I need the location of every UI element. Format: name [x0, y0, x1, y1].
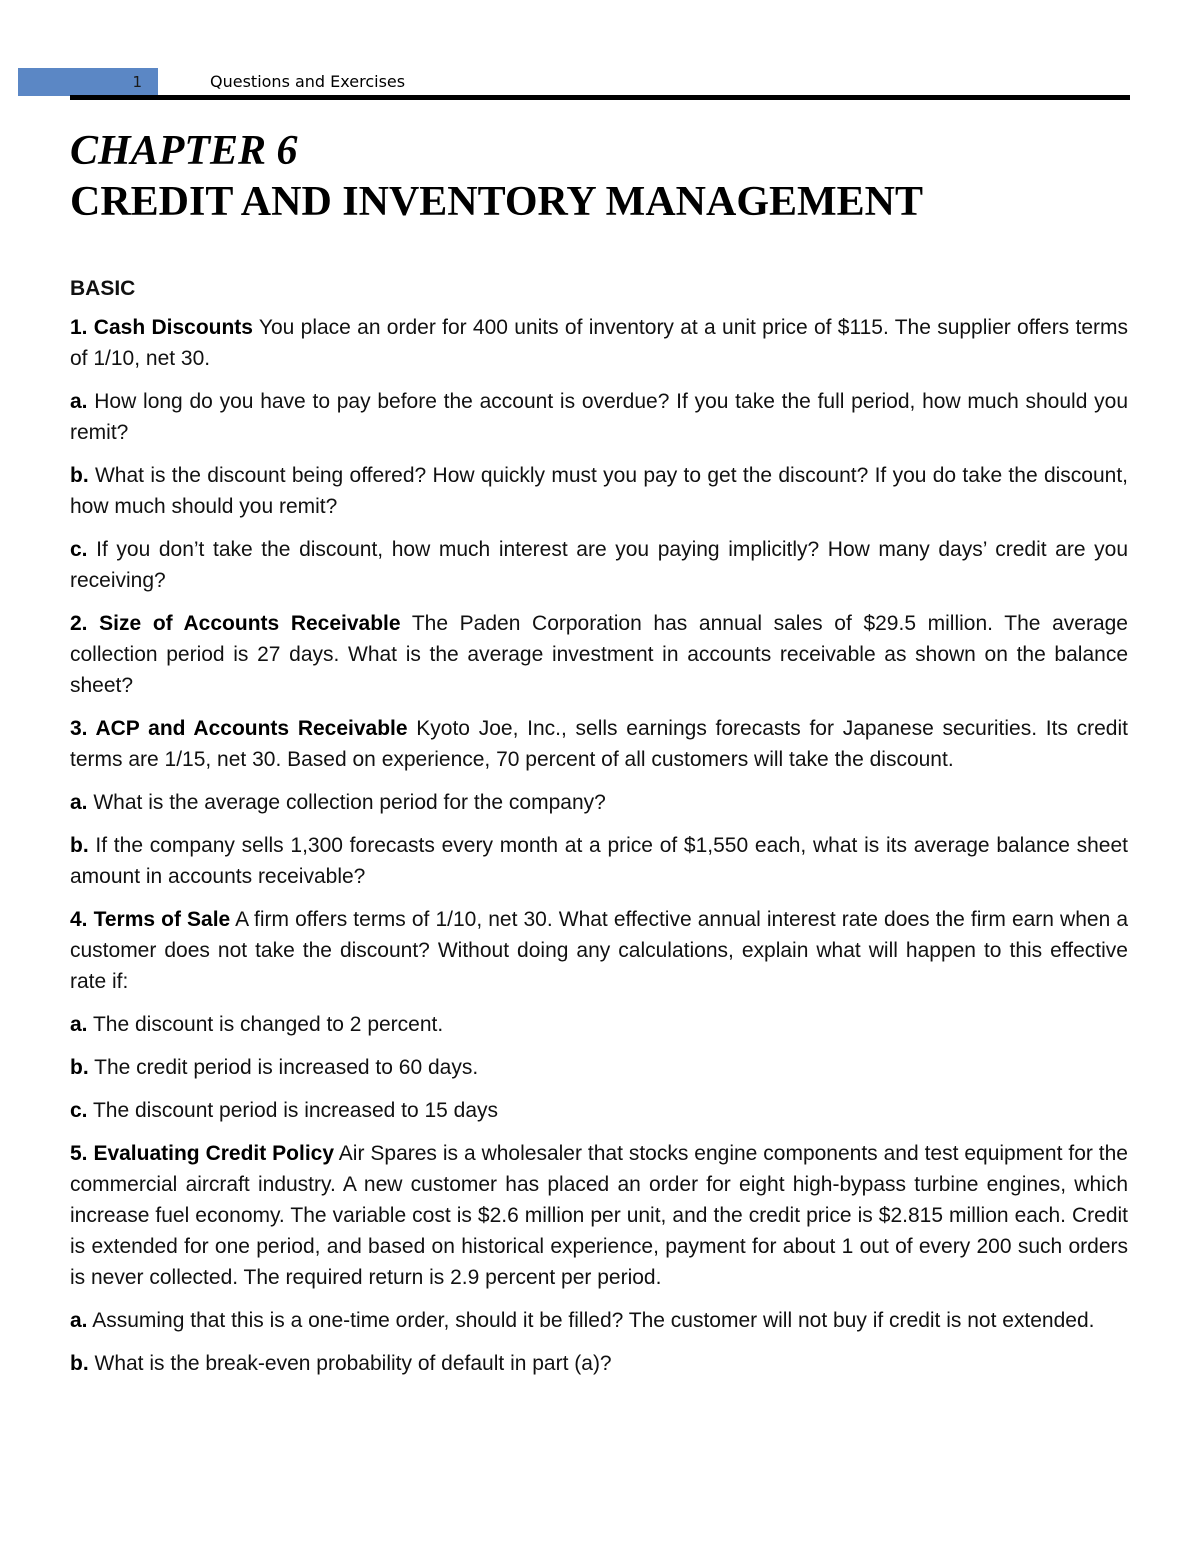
page-number: 1 — [132, 73, 142, 91]
question-text: A firm offers terms of 1/10, net 30. What effective annual interest rate does the firm earn when a customer does not take the discount? Without doing any calculations, explain what will happen to this effective rate if: — [70, 908, 1128, 993]
header-title: Questions and Exercises — [210, 72, 406, 91]
question-prefix: b. — [70, 464, 89, 487]
chapter-number: CHAPTER 6 — [70, 128, 298, 174]
header-rule — [70, 95, 1130, 100]
section-label: BASIC — [70, 277, 136, 300]
question-prefix: a. — [70, 390, 88, 413]
question-text: If you don’t take the discount, how much interest are you paying implicitly? How many days’ credit are you receiving? — [70, 538, 1128, 592]
chapter-title: CREDIT AND INVENTORY MANAGEMENT — [70, 179, 924, 225]
question-text: The credit period is increased to 60 days. — [88, 1056, 479, 1079]
question-prefix: a. — [70, 1309, 88, 1332]
question-text: What is the discount being offered? How quickly must you pay to get the discount? If you do take the discount, how much should you remit? — [70, 464, 1128, 518]
question-text: How long do you have to pay before the account is overdue? If you take the full period, how much should you remit? — [70, 390, 1128, 444]
question-text: Kyoto Joe, Inc., sells earnings forecasts for Japanese securities. Its credit terms are 1/15, net 30. Based on experience, 70 percent of all customers will take the discount. — [70, 717, 1128, 771]
question-text: The Paden Corporation has annual sales of $29.5 million. The average collection period is 27 days. What is the average investment in accounts receivable as shown on the balance sheet? — [70, 612, 1128, 697]
question-text: If the company sells 1,300 forecasts every month at a price of $1,550 each, what is its average balance sheet amount in accounts receivable? — [70, 834, 1128, 888]
question-text: The discount is changed to 2 percent. — [87, 1013, 444, 1036]
question-text: Air Spares is a wholesaler that stocks engine components and test equipment for the commercial aircraft industry. A new customer has placed an order for eight high-bypass turbine engines, which increase fuel economy. The variable cost is $2.6 million per unit, and the credit price is $2.815 million each. Credit is extended for one period, and based on historical experience, payment for about 1 out of every 200 such orders is never collected. The required return is 2.9 percent per period. — [70, 1142, 1128, 1289]
question-5a — [70, 1305, 1128, 1336]
question-text: You place an order for 400 units of inventory at a unit price of $115. The supplier offers terms of 1/10, net 30. — [70, 316, 1128, 370]
question-prefix: b. — [70, 1056, 89, 1079]
question-4c — [70, 1095, 1128, 1126]
question-prefix: a. — [70, 1013, 88, 1036]
question-5b — [70, 1348, 1128, 1379]
question-prefix: c. — [70, 538, 88, 561]
question-text: What is the average collection period for the company? — [87, 791, 606, 814]
document-body — [70, 275, 1128, 1391]
question-prefix: 1. Cash Discounts — [70, 316, 253, 339]
question-prefix: 3. ACP and Accounts Receivable — [70, 717, 408, 740]
question-prefix: 2. Size of Accounts Receivable — [70, 612, 401, 635]
question-1a — [70, 386, 1128, 448]
question-prefix: 5. Evaluating Credit Policy — [70, 1142, 335, 1165]
question-prefix: 4. Terms of Sale — [70, 908, 231, 931]
question-prefix: a. — [70, 791, 88, 814]
question-1c — [70, 534, 1128, 596]
page-header — [18, 68, 1130, 100]
question-5 — [70, 1138, 1128, 1293]
question-1b — [70, 460, 1128, 522]
question-4b — [70, 1052, 1128, 1083]
question-3 — [70, 713, 1128, 775]
question-text: What is the break-even probability of default in part (a)? — [88, 1352, 612, 1375]
question-1 — [70, 312, 1128, 374]
question-4a — [70, 1009, 1128, 1040]
chapter-heading — [70, 126, 923, 228]
question-prefix: b. — [70, 1352, 89, 1375]
question-prefix: b. — [70, 834, 89, 857]
question-3a — [70, 787, 1128, 818]
question-4 — [70, 904, 1128, 997]
question-text: The discount period is increased to 15 days — [87, 1099, 499, 1122]
question-3b — [70, 830, 1128, 892]
question-prefix: c. — [70, 1099, 88, 1122]
question-text: Assuming that this is a one-time order, should it be filled? The customer will not buy if credit is not extended. — [87, 1309, 1095, 1332]
question-2 — [70, 608, 1128, 701]
